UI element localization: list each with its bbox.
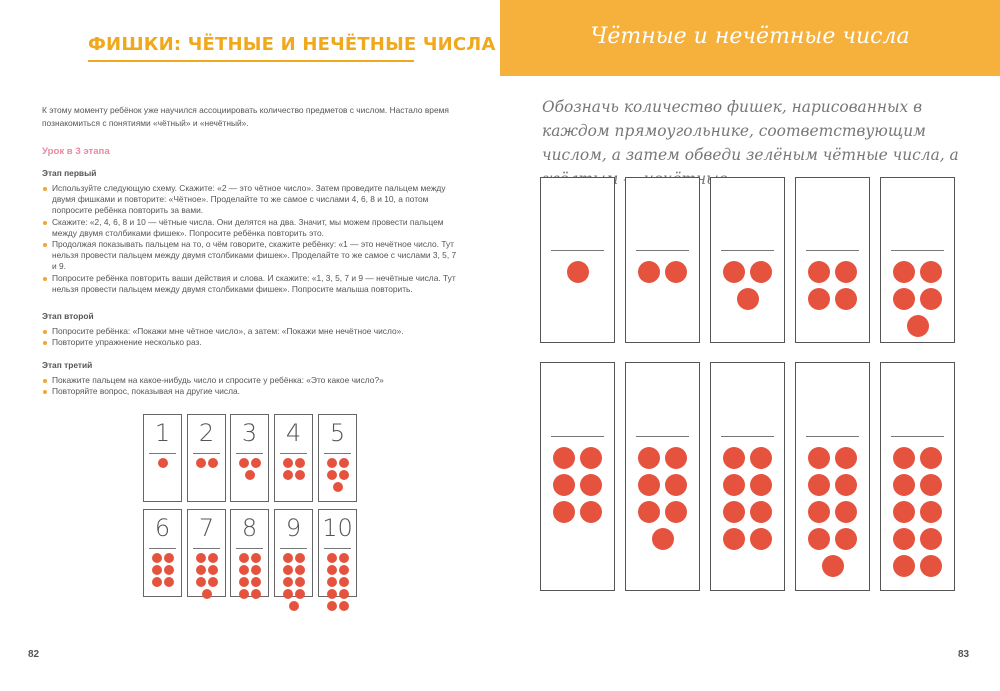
intro-text: К этому моменту ребёнок уже научился ассоциировать количество предметов с числом. Настало время познакомиться с понятиями «чётный» и «нечётный». — [42, 105, 449, 128]
card-divider — [324, 453, 351, 454]
chip — [808, 528, 830, 550]
chip — [208, 577, 218, 587]
chip — [893, 261, 915, 283]
number-card-10 — [318, 509, 357, 597]
chip — [164, 553, 174, 563]
chip — [295, 589, 305, 599]
chip — [553, 474, 575, 496]
chip — [835, 288, 857, 310]
title-underline — [88, 60, 414, 62]
answer-line — [891, 436, 944, 437]
chip — [920, 447, 942, 469]
chip — [283, 458, 293, 468]
chip — [723, 474, 745, 496]
chip-card-6 — [540, 362, 615, 591]
chip — [327, 458, 337, 468]
chip-card-9 — [795, 362, 870, 591]
chip — [196, 577, 206, 587]
chip — [196, 458, 206, 468]
card-divider — [280, 453, 307, 454]
card-divider — [193, 453, 220, 454]
number-card-8 — [230, 509, 269, 597]
chip — [893, 528, 915, 550]
chip — [723, 261, 745, 283]
answer-line — [721, 436, 774, 437]
card-divider — [236, 453, 263, 454]
card-divider — [193, 548, 220, 549]
card-number: 9 — [285, 514, 302, 542]
header-banner — [500, 0, 1000, 76]
card-number: 3 — [241, 419, 258, 447]
card-divider — [149, 453, 176, 454]
chip — [339, 458, 349, 468]
list-item: Попросите ребёнка повторить ваши действия и слова. И скажите: «1, 3, 5, 7 и 9 — нечётные числа. Тут нельзя провести пальцем между двумя столбиками фишек». Попросите малыша повторить. — [42, 273, 462, 295]
chip — [251, 589, 261, 599]
chip — [251, 565, 261, 575]
stage-3-list — [42, 375, 462, 397]
chip — [580, 447, 602, 469]
chip — [750, 474, 772, 496]
chip-card-3 — [710, 177, 785, 343]
chip — [553, 501, 575, 523]
chip — [208, 458, 218, 468]
chip — [239, 553, 249, 563]
chip — [638, 501, 660, 523]
chip — [665, 474, 687, 496]
chip — [333, 482, 343, 492]
card-number: 10 — [322, 514, 353, 542]
task-text: Обозначь количество фишек, нарисованных в каждом прямоугольнике, соответствующим числом, а затем обведи зелёным чётные числа, а — [542, 98, 959, 164]
chip — [580, 501, 602, 523]
chip — [893, 555, 915, 577]
card-divider — [149, 548, 176, 549]
chip — [835, 447, 857, 469]
card-number: 7 — [198, 514, 215, 542]
chip — [327, 589, 337, 599]
chip — [553, 447, 575, 469]
chip — [152, 565, 162, 575]
stage-3-title: Этап третий — [42, 360, 93, 370]
chip — [164, 565, 174, 575]
chip — [723, 528, 745, 550]
card-number: 1 — [154, 419, 171, 447]
chip — [251, 577, 261, 587]
chip — [164, 577, 174, 587]
chip — [152, 553, 162, 563]
chip — [327, 601, 337, 611]
stage-1-title: Этап первый — [42, 168, 97, 178]
chip — [339, 553, 349, 563]
answer-line — [806, 250, 859, 251]
chip — [239, 458, 249, 468]
chip — [893, 288, 915, 310]
chip — [920, 528, 942, 550]
list-item: Используйте следующую схему. Скажите: «2 — это чётное число». Затем проведите пальцем между двумя фишками и повторите: «Чётное». Проделайте то же самое с числами 4, 6, 8 и 10, а потом попросите ребёнка повторить за вами. — [42, 183, 462, 217]
chip — [295, 470, 305, 480]
chip — [327, 577, 337, 587]
chip — [750, 261, 772, 283]
chip — [822, 555, 844, 577]
chip — [808, 447, 830, 469]
chip — [723, 447, 745, 469]
number-card-4 — [274, 414, 313, 502]
chip — [158, 458, 168, 468]
chip — [245, 470, 255, 480]
chip — [893, 474, 915, 496]
card-number: 6 — [154, 514, 171, 542]
list-item: Продолжая показывать пальцем на то, о чём говорите, скажите ребёнку: «1 — это нечётное число. Тут нельзя провести пальцем между двумя столбиками фишек». Проделайте то же самое с числами 3, 5, 7 и 9. — [42, 239, 462, 273]
list-item: Попросите ребёнка: «Покажи мне чётное число», а затем: «Покажи мне нечётное число». — [42, 326, 462, 337]
chip — [808, 474, 830, 496]
chip — [295, 577, 305, 587]
chip — [638, 261, 660, 283]
answer-line — [891, 250, 944, 251]
lesson-title: Урок в 3 этапа — [42, 146, 110, 157]
answer-line — [636, 436, 689, 437]
stage-2-list — [42, 326, 462, 348]
chip-card-4 — [795, 177, 870, 343]
chip — [339, 589, 349, 599]
chip — [327, 470, 337, 480]
chip — [283, 577, 293, 587]
number-card-1 — [143, 414, 182, 502]
stage-1-list — [42, 183, 462, 295]
chip — [893, 501, 915, 523]
chip — [567, 261, 589, 283]
chip — [208, 553, 218, 563]
chip — [580, 474, 602, 496]
chip — [295, 458, 305, 468]
list-item: Повторяйте вопрос, показывая на другие числа. — [42, 386, 462, 397]
chip — [920, 474, 942, 496]
chip-card-1 — [540, 177, 615, 343]
chip — [835, 528, 857, 550]
chip — [638, 474, 660, 496]
chip — [835, 261, 857, 283]
stage-2-title: Этап второй — [42, 311, 94, 321]
chip — [283, 565, 293, 575]
chip — [652, 528, 674, 550]
chip — [239, 589, 249, 599]
number-card-5 — [318, 414, 357, 502]
chip — [208, 565, 218, 575]
chip-card-10 — [880, 362, 955, 591]
chip — [283, 470, 293, 480]
chip — [808, 501, 830, 523]
chip — [835, 474, 857, 496]
chip — [665, 447, 687, 469]
answer-line — [636, 250, 689, 251]
chip — [638, 447, 660, 469]
chip-card-8 — [710, 362, 785, 591]
banner-title: Чётные и нечётные числа — [590, 24, 910, 49]
chip — [152, 577, 162, 587]
chip — [920, 288, 942, 310]
number-card-6 — [143, 509, 182, 597]
chip — [920, 555, 942, 577]
page-title-text: ФИШКИ: ЧЁТНЫЕ И НЕЧЁТНЫЕ ЧИСЛА — [88, 34, 496, 55]
chip — [196, 553, 206, 563]
answer-line — [551, 436, 604, 437]
card-number: 2 — [198, 419, 215, 447]
right-page — [500, 0, 1000, 691]
card-divider — [324, 548, 351, 549]
chip — [283, 589, 293, 599]
chip — [808, 288, 830, 310]
chip — [251, 553, 261, 563]
chip-card-7 — [625, 362, 700, 591]
chip — [339, 565, 349, 575]
chip — [283, 553, 293, 563]
page-number-left: 82 — [28, 649, 40, 660]
chip — [920, 261, 942, 283]
number-card-3 — [230, 414, 269, 502]
chip — [295, 565, 305, 575]
chip — [202, 589, 212, 599]
chip — [808, 261, 830, 283]
card-number: 5 — [329, 419, 346, 447]
answer-line — [721, 250, 774, 251]
chip — [750, 447, 772, 469]
card-number: 4 — [285, 419, 302, 447]
number-card-2 — [187, 414, 226, 502]
chip — [239, 565, 249, 575]
chip — [750, 528, 772, 550]
answer-line — [806, 436, 859, 437]
list-item: Повторите упражнение несколько раз. — [42, 337, 462, 348]
chip — [665, 261, 687, 283]
card-divider — [280, 548, 307, 549]
chip — [907, 315, 929, 337]
chip — [289, 601, 299, 611]
chip — [327, 553, 337, 563]
answer-line — [551, 250, 604, 251]
page-title — [88, 34, 496, 62]
chip — [339, 577, 349, 587]
chip — [327, 565, 337, 575]
chip-card-2 — [625, 177, 700, 343]
chip — [737, 288, 759, 310]
chip — [920, 501, 942, 523]
chip — [835, 501, 857, 523]
chip — [239, 577, 249, 587]
card-divider — [236, 548, 263, 549]
chip — [339, 601, 349, 611]
chip — [750, 501, 772, 523]
chip — [196, 565, 206, 575]
card-number: 8 — [241, 514, 258, 542]
chip — [339, 470, 349, 480]
chip — [665, 501, 687, 523]
list-item: Скажите: «2, 4, 6, 8 и 10 — чётные числа. Они делятся на два. Значит, мы можем провести пальцем между двумя столбиками фишек». Попросите ребёнка повторить это. — [42, 217, 462, 239]
number-card-7 — [187, 509, 226, 597]
list-item: Покажите пальцем на какое-нибудь число и спросите у ребёнка: «Это какое число?» — [42, 375, 462, 386]
chip — [251, 458, 261, 468]
number-card-9 — [274, 509, 313, 597]
chip — [295, 553, 305, 563]
chip — [723, 501, 745, 523]
chip-card-5 — [880, 177, 955, 343]
page-number-right: 83 — [958, 649, 970, 660]
chip — [893, 447, 915, 469]
